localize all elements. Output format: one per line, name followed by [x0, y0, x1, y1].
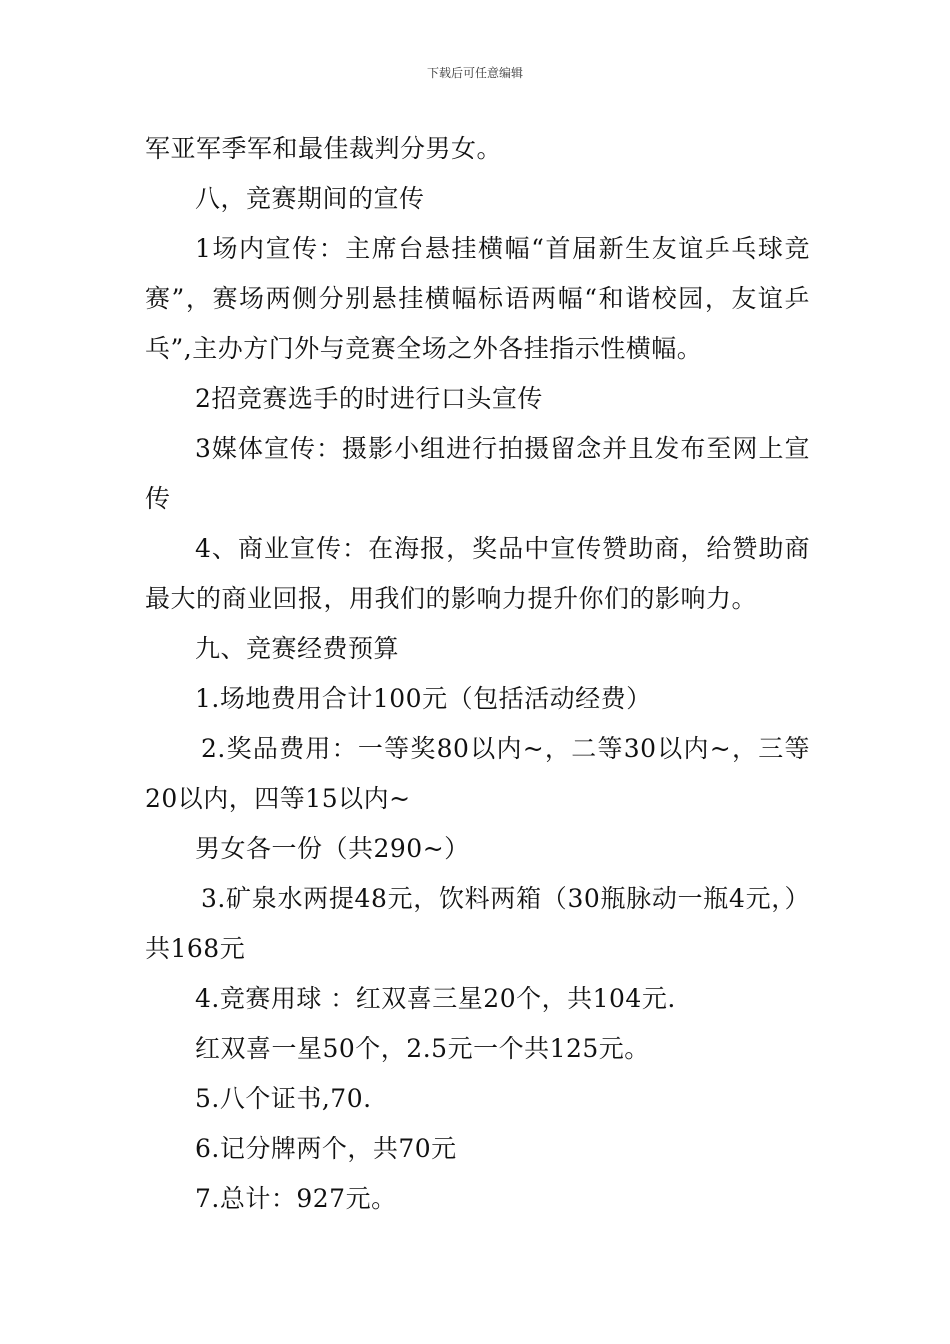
budget-item-balls-three-star: 4.竞赛用球 ：红双喜三星20个，共104元. [195, 984, 676, 1013]
paragraph-awards-continuation: 军亚军季军和最佳裁判分男女。 [145, 134, 503, 163]
budget-item-total: 7.总计：927元。 [195, 1184, 397, 1213]
section-heading-budget: 九、竞赛经费预算 [195, 634, 400, 663]
paragraph-commercial-publicity: 4、商业宣传：在海报，奖品中宣传赞助商，给赞助商最大的商业回报，用我们的影响力提升你们的影响力。 [145, 534, 810, 613]
paragraph-venue-publicity: 1场内宣传：主席台悬挂横幅“首届新生友谊乒乓球竞赛”，赛场两侧分别悬挂横幅标语两幅“和谐校园，友谊乒乓”,主办方门外与竞赛全场之外各挂指示性横幅。 [145, 234, 810, 363]
budget-item-certificates: 5.八个证书,70. [195, 1084, 372, 1113]
budget-item-venue: 1.场地费用合计100元（包括活动经费） [195, 684, 652, 713]
budget-item-drinks: 3.矿泉水两提48元，饮料两箱（30瓶脉动一瓶4元，）共168元 [145, 884, 810, 963]
budget-item-scoreboards: 6.记分牌两个，共70元 [195, 1134, 457, 1163]
page-header: 下载后可任意编辑 [426, 66, 523, 80]
budget-item-prizes: 2.奖品费用：一等奖80以内~，二等30以内~，三等20以内，四等15以内~ [145, 734, 810, 813]
budget-item-balls-one-star: 红双喜一星50个，2.5元一个共125元。 [195, 1034, 650, 1063]
section-heading-publicity: 八，竞赛期间的宣传 [195, 184, 425, 213]
paragraph-media-publicity: 3媒体宣传：摄影小组进行拍摄留念并且发布至网上宣传 [145, 434, 810, 513]
document-body [145, 124, 810, 1224]
budget-item-prizes-note: 男女各一份（共290~） [195, 834, 470, 863]
paragraph-oral-publicity: 2招竞赛选手的时进行口头宣传 [195, 384, 543, 413]
